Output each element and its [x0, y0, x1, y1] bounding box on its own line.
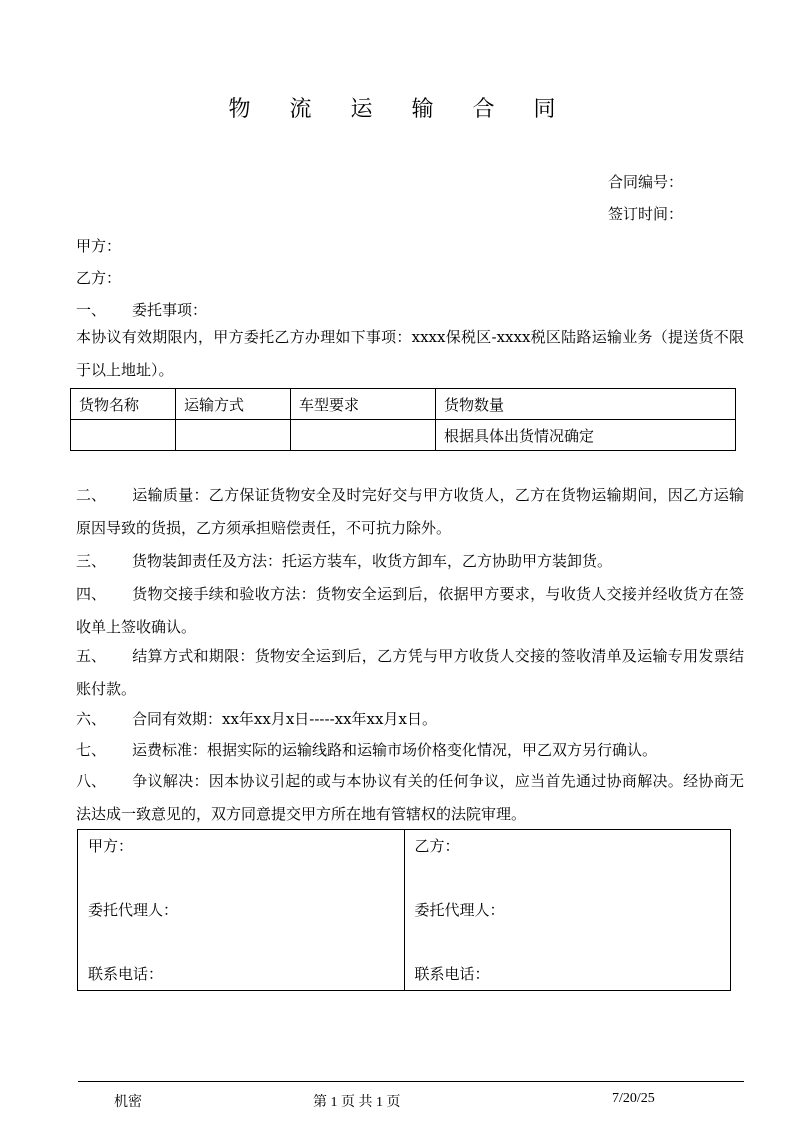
- table-cell: [291, 420, 436, 451]
- sign-time-label: 签订时间：: [608, 205, 684, 223]
- section-heading: 委托事项：: [132, 301, 208, 319]
- contract-number-label: 合同编号：: [608, 173, 684, 191]
- section-1-heading: [76, 300, 207, 320]
- signature-phone-label: 联系电话：: [414, 965, 490, 983]
- section-text: 运费标准：根据实际的运输线路和运输市场价格变化情况，甲乙双方另行确认。: [132, 741, 658, 759]
- section-number: 一、: [76, 301, 107, 319]
- section-6: [76, 703, 744, 736]
- section-number: 四、: [76, 585, 107, 603]
- section-number: 三、: [76, 552, 107, 570]
- section-text: 结算方式和期限：货物安全运到后，乙方凭与甲方收货人交接的签收清单及运输专用发票结账付款。: [76, 647, 744, 698]
- party-a-label: 甲方：: [76, 237, 122, 255]
- section-number: 二、: [76, 486, 107, 504]
- footer-date: 7/20/25: [612, 1091, 655, 1106]
- table-header-cell: 运输方式: [176, 389, 291, 420]
- section-3: [76, 545, 744, 578]
- section-2: [76, 479, 744, 545]
- footer-confidential: 机密: [114, 1095, 142, 1110]
- table-header-cell: 货物数量: [436, 389, 736, 420]
- section-number: 八、: [76, 772, 107, 790]
- table-header-cell: 货物名称: [71, 389, 176, 420]
- table-cell: [71, 420, 176, 451]
- table-header-cell: 车型要求: [291, 389, 436, 420]
- goods-table: [70, 388, 736, 451]
- document-title: 物 流 运 输 合 同: [228, 97, 572, 122]
- section-text: 运输质量：乙方保证货物安全及时完好交与甲方收货人，乙方在货物运输期间，因乙方运输原因导致的货损，乙方须承担赔偿责任，不可抗力除外。: [76, 486, 744, 537]
- signature-phone-label: 联系电话：: [88, 965, 164, 983]
- section-number: 七、: [76, 741, 107, 759]
- section-text: 货物装卸责任及方法：托运方装车，收货方卸车，乙方协助甲方装卸货。: [132, 552, 613, 570]
- table-row: [71, 420, 736, 451]
- section-7: [76, 734, 744, 767]
- section-text: 货物交接手续和验收方法：货物安全运到后，依据甲方要求，与收货人交接并经收货方在签收单上签收确认。: [76, 585, 744, 636]
- signature-agent-label: 委托代理人：: [414, 901, 505, 919]
- signature-party-label: 甲方：: [88, 837, 134, 855]
- footer-divider: [78, 1081, 744, 1082]
- signature-agent-label: 委托代理人：: [88, 901, 179, 919]
- footer-page-info: 第 1 页 共 1 页: [313, 1095, 401, 1110]
- table-cell: 根据具体出货情况确定: [436, 420, 736, 451]
- section-4: [76, 578, 744, 644]
- table-header-row: [71, 389, 736, 420]
- signature-table: [77, 829, 731, 991]
- section-5: [76, 640, 744, 706]
- table-cell: [176, 420, 291, 451]
- section-text: 争议解决：因本协议引起的或与本协议有关的任何争议，应当首先通过协商解决。经协商无法达成一致意见的，双方同意提交甲方所在地有管辖权的法院审理。: [76, 772, 744, 823]
- signature-party-label: 乙方：: [414, 837, 460, 855]
- party-b-label: 乙方：: [76, 269, 122, 287]
- section-1-body: 本协议有效期限内，甲方委托乙方办理如下事项：xxxx保税区-xxxx税区陆路运输业务（提送货不限于以上地址）。: [76, 328, 744, 379]
- section-number: 六、: [76, 710, 107, 728]
- signature-party-b: [404, 830, 731, 991]
- signature-party-a: [78, 830, 405, 991]
- section-8: [76, 765, 744, 831]
- section-number: 五、: [76, 647, 107, 665]
- section-text: 合同有效期：xx年xx月x日-----xx年xx月x日。: [132, 710, 437, 728]
